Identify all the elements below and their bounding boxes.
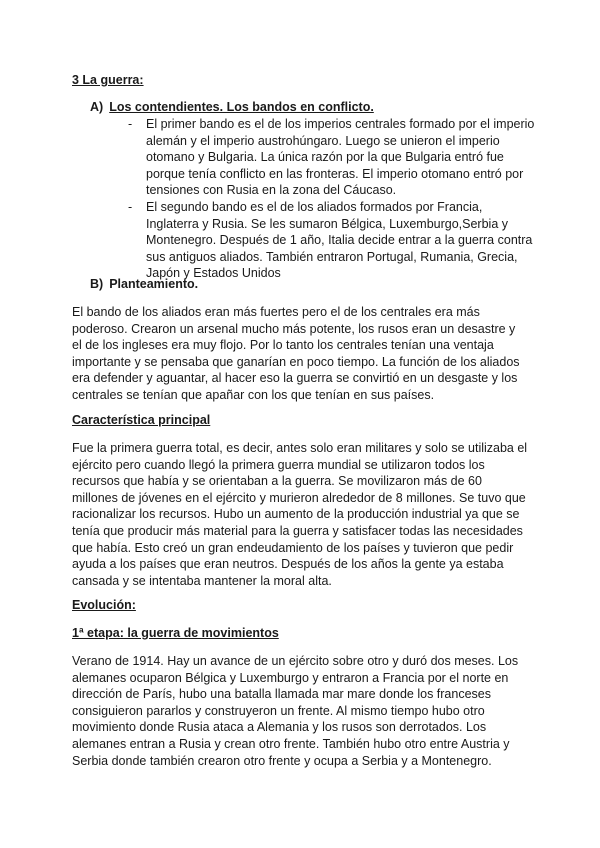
subheading-a xyxy=(90,100,374,114)
subheading-b xyxy=(90,277,198,291)
subheading-b-label: B) xyxy=(90,277,104,291)
bullet-item-2 xyxy=(128,199,538,282)
caracteristica-heading: Característica principal xyxy=(72,413,211,427)
bullet-text: El primer bando es el de los imperios centrales formado por el imperio alemán y el imperio austrohúngaro. Luego se unieron el imperio otomano y Bulgaria. La única razón por la que Bulgaria entró fue porque tenía conflicto en las fronteras. El imperio otomano entró por tensiones con Rusia en la zona del Cáucaso. xyxy=(146,117,535,198)
subheading-b-title: Planteamiento. xyxy=(109,277,199,291)
bullet-marker: - xyxy=(128,200,133,214)
etapa1-heading: 1ª etapa: la guerra de movimientos xyxy=(72,626,279,640)
etapa1-paragraph: Verano de 1914. Hay un avance de un ejército sobre otro y duró dos meses. Los alemanes ocuparon Bélgica y Luxemburgo y entraron a Francia por el norte en dirección de París, hubo una batalla llamada mar mare donde los franceses consiguieron pararlos y construyeron un frente. Al mismo tiempo hubo otro movimiento donde Rusia ataca a Alemania y los rusos son derrotados. Los alemanes entran a Rusia y crean otro frente. También hubo otro entre Austria y Serbia donde también crearon otro frente y ocupa a Serbia y a Montenegro. xyxy=(72,654,519,768)
bullet-marker: - xyxy=(128,117,133,131)
planteamiento-paragraph: El bando de los aliados eran más fuertes pero el de los centrales era más poderoso. Crearon un arsenal mucho más potente, los rusos eran un desastre y el de los ingleses era muy flojo. Por lo tanto los centrales tenían una ventaja importante y se pensaba que ganarían en poco tiempo. La función de los aliados era defender y aguantar, al hacer eso la guerra se convirtió en un desgaste y los centrales se tenían que apañar con los que tenían en sus países. xyxy=(72,305,520,402)
subheading-a-title: Los contendientes. Los bandos en conflicto. xyxy=(109,100,374,114)
caracteristica-paragraph: Fue la primera guerra total, es decir, antes solo eran militares y solo se utilizaba el ejército pero cuando llegó la primera guerra mundial se utilizaron todos los recursos que había y se orientaban a la guerra. Se movilizaron más de 60 millones de jóvenes en el ejército y murieron alrededor de 8 millones. Se tuvo que racionalizar los recursos. Hubo un aumento de la producción industrial ya que se tenía que producir más material para la guerra y satisfacer todas las necesidades que había. Esto creó un gran endeudamiento de los países y tuvieron que pedir ayuda a los países que eran neutros. Después de los años la gente ya estaba cansada y se intentaba mantener la moral alta. xyxy=(72,441,528,588)
subheading-a-label: A) xyxy=(90,100,104,114)
bullet-text: El segundo bando es el de los aliados formados por Francia, Inglaterra y Rusia. Se les sumaron Bélgica, Luxemburgo,Serbia y Montenegro. Después de 1 año, Italia decide entrar a la guerra contra sus antiguos aliados. También entraron Portugal, Rumania, Grecia, Japón y Estados Unidos xyxy=(146,200,533,281)
bullet-item-1 xyxy=(128,116,538,199)
evolucion-heading: Evolución: xyxy=(72,598,136,612)
section-title: 3 La guerra: xyxy=(72,73,144,87)
